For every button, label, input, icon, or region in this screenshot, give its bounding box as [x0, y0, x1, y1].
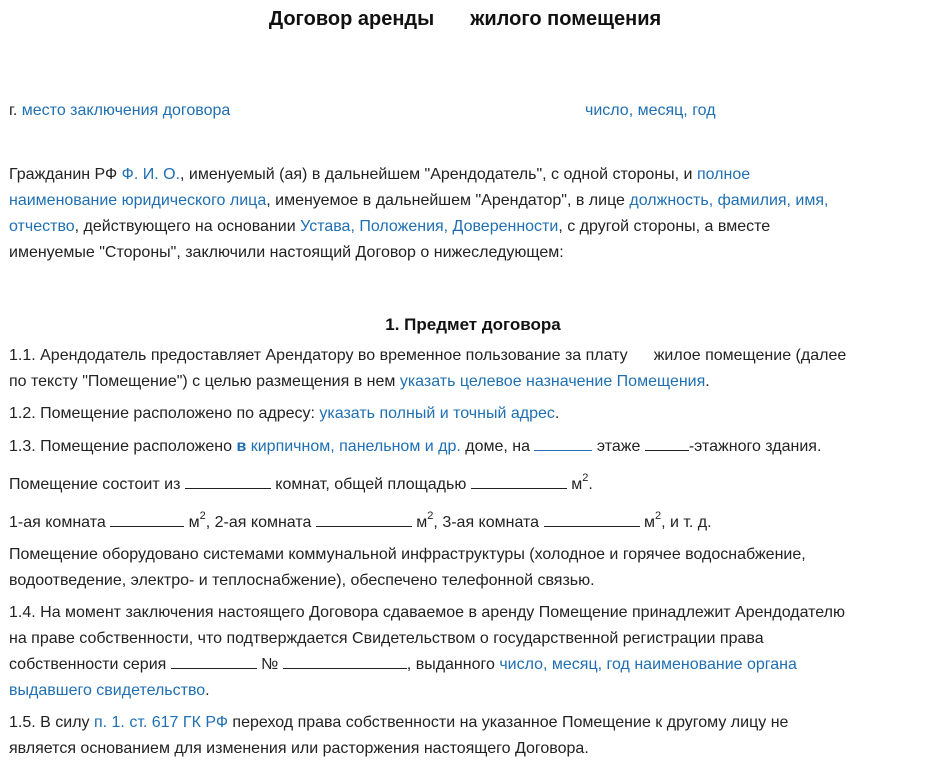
tenant-name-field[interactable]: полное	[696, 166, 751, 183]
equipment-line-1: Помещение оборудовано системами коммунальной инфраструктуры (холодное и горячее водоснабжение,	[9, 546, 806, 563]
floors-total-blank[interactable]	[645, 435, 689, 451]
document-title: Договор аренды жилого помещения	[268, 8, 662, 30]
representative-field[interactable]: должность, фамилия, имя,	[629, 192, 829, 209]
rooms-line: Помещение состоит из комнат, общей площадью $м^2$.	[9, 471, 593, 493]
clause-1-4-line-1: 1.4. На момент заключения настоящего Договора сдаваемое в аренду Помещение принадлежит Арендодателю	[9, 604, 845, 621]
clause-1-5-line-1: 1.5. В силу п. 1. ст. 617 ГК РФ переход права собственности на указанное Помещение к другому лицу не	[9, 714, 789, 731]
room-2-area-blank[interactable]	[316, 511, 412, 527]
total-area-blank[interactable]	[471, 473, 567, 489]
clause-1-1-line-2: по тексту "Помещение") с целью размещения в нем указать целевое назначение Помещения.	[9, 373, 710, 390]
clause-1-4-line-4: выдавшего свидетельство.	[9, 682, 210, 699]
room-3-area-blank[interactable]	[544, 511, 640, 527]
intro-line-4: именуемые "Стороны", заключили настоящий Договор о нижеследующем:	[9, 244, 564, 261]
law-reference-link[interactable]: п. 1. ст. 617 ГК РФ	[93, 714, 228, 731]
floor-blank[interactable]	[534, 435, 592, 451]
intro-line-1: Гражданин РФ Ф. И. О., именуемый (ая) в дальнейшем "Арендодатель", с одной стороны, и полное	[9, 166, 751, 183]
place-field[interactable]: место заключения договора	[21, 102, 231, 119]
certificate-number-blank[interactable]	[283, 653, 407, 669]
room-areas-line: 1-ая комната $м^2$, 2-ая комната $м^2$, 3-ая комната $м^2$, и т. д.	[9, 509, 712, 531]
address-field[interactable]: указать полный и точный адрес	[319, 405, 555, 422]
section-heading: 1. Предмет договора	[385, 315, 561, 334]
purpose-field[interactable]: указать целевое назначение Помещения	[399, 373, 706, 390]
basis-field[interactable]: Устава, Положения, Доверенности	[300, 218, 559, 235]
date-field[interactable]: число, месяц, год	[585, 102, 716, 119]
landlord-name-field[interactable]: Ф. И. О.	[121, 166, 180, 183]
equipment-line-2: водоотведение, электро- и теплоснабжение), обеспечено телефонной связью.	[9, 572, 595, 589]
building-type-field[interactable]: кирпичном, панельном и др.	[246, 438, 461, 455]
rooms-count-blank[interactable]	[185, 473, 271, 489]
clause-1-4-line-2: на праве собственности, что подтверждается Свидетельством о государственной регистрации права	[9, 630, 764, 647]
intro-line-2: наименование юридического лица, именуемое в дальнейшем "Арендатор", в лице должность, фамилия, имя,	[9, 192, 829, 209]
issue-date-authority-field[interactable]: число, месяц, год наименование органа	[499, 656, 797, 673]
room-1-area-blank[interactable]	[110, 511, 184, 527]
clause-1-5-line-2: является основанием для изменения или расторжения настоящего Договора.	[9, 740, 589, 757]
intro-line-3: отчество, действующего на основании Устава, Положения, Доверенности, с другой стороны, а вместе	[9, 218, 771, 235]
certificate-series-blank[interactable]	[171, 653, 257, 669]
clause-1-3: 1.3. Помещение расположено в кирпичном, панельном и др. доме, на этаже -этажного здания.	[9, 434, 821, 460]
clause-1-4-line-3: собственности серия № , выданного число, месяц, год наименование органа	[9, 652, 797, 678]
clause-1-2: 1.2. Помещение расположено по адресу: указать полный и точный адрес.	[9, 405, 560, 422]
clause-1-1-line-1: 1.1. Арендодатель предоставляет Арендатору во временное пользование за плату жилое помещение (далее	[9, 347, 847, 364]
place-line: г. место заключения договора	[9, 102, 231, 119]
